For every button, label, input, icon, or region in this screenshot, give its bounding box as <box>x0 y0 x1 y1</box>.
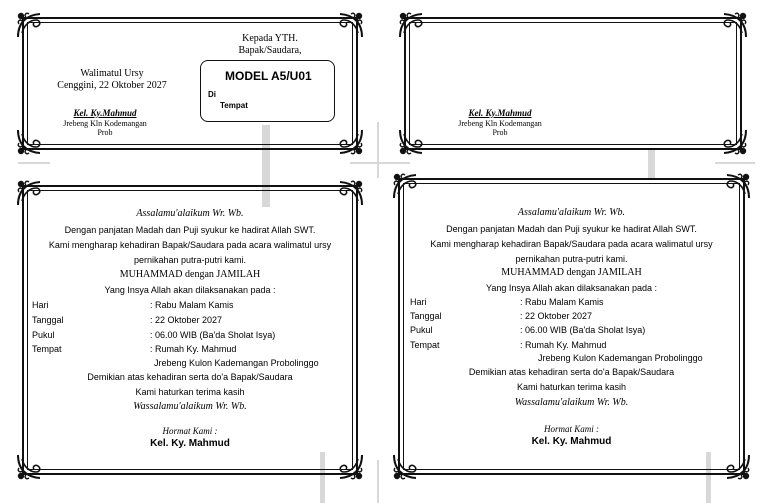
opening-line: Dengan panjatan Madah dan Puji syukur ke hadirat Allah SWT. <box>446 224 697 234</box>
corner-ornament-icon <box>723 453 751 481</box>
venue-address: Jrebeng Kulon Kademangan Probolinggo <box>538 353 703 363</box>
closing-greeting: Wassalamu'alaikum Wr. Wb. <box>514 397 629 408</box>
corner-ornament-icon <box>720 11 748 39</box>
model-tempat: Tempat <box>220 101 248 110</box>
envelope-to-line1: Kepada YTH. <box>242 33 298 44</box>
regards: Hormat Kami : <box>543 424 599 434</box>
fold-mark-vertical-top-right <box>648 150 655 180</box>
invite-line: Kami mengharap kehadiran Bapak/Saudara pada acara walimatul ursy <box>430 239 713 249</box>
venue-address: Jrebeng Kulon Kademangan Probolinggo <box>154 358 319 368</box>
detail-value: : Rumah Ky. Mahmud <box>520 340 607 350</box>
detail-value: : Rabu Malam Kamis <box>520 297 604 307</box>
corner-ornament-icon <box>336 179 364 207</box>
couple-names: MUHAMMAD dengan JAMILAH <box>119 269 261 280</box>
corner-ornament-icon <box>392 172 420 200</box>
envelope-event: Walimatul Ursy <box>80 68 144 79</box>
thanks-line-2: Kami haturkan terima kasih <box>516 382 627 392</box>
corner-ornament-icon <box>398 11 426 39</box>
model-title: MODEL A5/U01 <box>225 69 312 83</box>
corner-ornament-icon <box>336 453 364 481</box>
detail-label: Tanggal <box>410 311 442 321</box>
detail-value: : 22 Oktober 2027 <box>520 311 593 321</box>
corner-ornament-icon <box>16 179 44 207</box>
regards: Hormat Kami : <box>162 426 218 436</box>
greeting: Assalamu'alaikum Wr. Wb. <box>136 208 244 219</box>
detail-label: Hari <box>410 297 427 307</box>
detail-label: Tempat <box>32 344 62 354</box>
model-di: Di <box>208 90 216 99</box>
signature: Kel. Ky. Mahmud <box>531 436 612 447</box>
detail-value: : Rumah Ky. Mahmud <box>150 344 237 354</box>
detail-row-hari <box>410 297 604 307</box>
closing-greeting: Wassalamu'alaikum Wr. Wb. <box>133 401 247 412</box>
fold-mark-vertical-mid <box>377 122 379 178</box>
opening-line: Dengan panjatan Madah dan Puji syukur ke hadirat Allah SWT. <box>64 225 316 235</box>
detail-row-tanggal <box>32 315 222 325</box>
envelope-to-line2: Bapak/Saudara, <box>238 45 302 56</box>
detail-row-pukul <box>410 325 645 335</box>
corner-ornament-icon <box>392 453 420 481</box>
detail-row-tempat <box>410 340 606 350</box>
thanks-line: Demikian atas kehadiran serta do'a Bapak/Saudara <box>87 372 293 382</box>
detail-value: : 22 Oktober 2027 <box>150 315 223 325</box>
thanks-line: Demikian atas kehadiran serta do'a Bapak/Saudara <box>468 367 675 377</box>
signature: Kel. Ky. Mahmud <box>150 438 230 449</box>
detail-value: : Rabu Malam Kamis <box>150 300 234 310</box>
invite-line: Kami mengharap kehadiran Bapak/Saudara pada acara walimatul ursy <box>48 240 332 250</box>
detail-value: : 06.00 WIB (Ba'da Sholat Isya) <box>520 325 646 335</box>
detail-label: Pukul <box>32 330 55 340</box>
invite-line-2: pernikahan putra-putri kami. <box>515 254 628 264</box>
fold-mark-horizontal-mid <box>350 162 410 164</box>
fold-mark-bottom-mid <box>377 460 379 503</box>
envelope-sender-address: Jrebeng Kln Kodemangan <box>63 119 147 128</box>
schedule-intro: Yang Insya Allah akan dilaksanakan pada : <box>486 283 657 293</box>
couple-names: MUHAMMAD dengan JAMILAH <box>501 267 642 278</box>
detail-row-tempat <box>32 344 236 354</box>
detail-label: Tempat <box>410 340 440 350</box>
corner-ornament-icon <box>336 128 364 156</box>
invite-line-2: pernikahan putra-putri kami. <box>133 255 247 265</box>
corner-ornament-icon <box>16 453 44 481</box>
detail-row-hari <box>32 300 234 310</box>
envelope-back-sender-city: Prob <box>492 128 508 137</box>
schedule-intro: Yang Insya Allah akan dilaksanakan pada : <box>104 285 276 295</box>
thanks-line-2: Kami haturkan terima kasih <box>135 387 245 397</box>
detail-value: : 06.00 WIB (Ba'da Sholat Isya) <box>150 330 276 340</box>
corner-ornament-icon <box>336 11 364 39</box>
corner-ornament-icon <box>723 172 751 200</box>
fold-mark-horizontal-left <box>18 162 50 164</box>
corner-ornament-icon <box>398 128 426 156</box>
detail-row-pukul <box>32 330 275 340</box>
corner-ornament-icon <box>16 11 44 39</box>
fold-mark-horizontal-right <box>715 162 755 164</box>
envelope-sender-city: Prob <box>97 128 113 137</box>
detail-label: Pukul <box>410 325 433 335</box>
detail-label: Hari <box>32 300 49 310</box>
greeting: Assalamu'alaikum Wr. Wb. <box>517 207 626 218</box>
envelope-place-date: Cenggini, 22 Oktober 2027 <box>57 80 167 91</box>
corner-ornament-icon <box>720 128 748 156</box>
envelope-sender-name: Kel. Ky.Mahmud <box>73 108 137 118</box>
envelope-back-sender-name: Kel. Ky.Mahmud <box>468 108 532 118</box>
detail-label: Tanggal <box>32 315 64 325</box>
corner-ornament-icon <box>16 128 44 156</box>
detail-row-tanggal <box>410 311 592 321</box>
envelope-back-sender-address: Jrebeng Kln Kodemangan <box>458 119 542 128</box>
